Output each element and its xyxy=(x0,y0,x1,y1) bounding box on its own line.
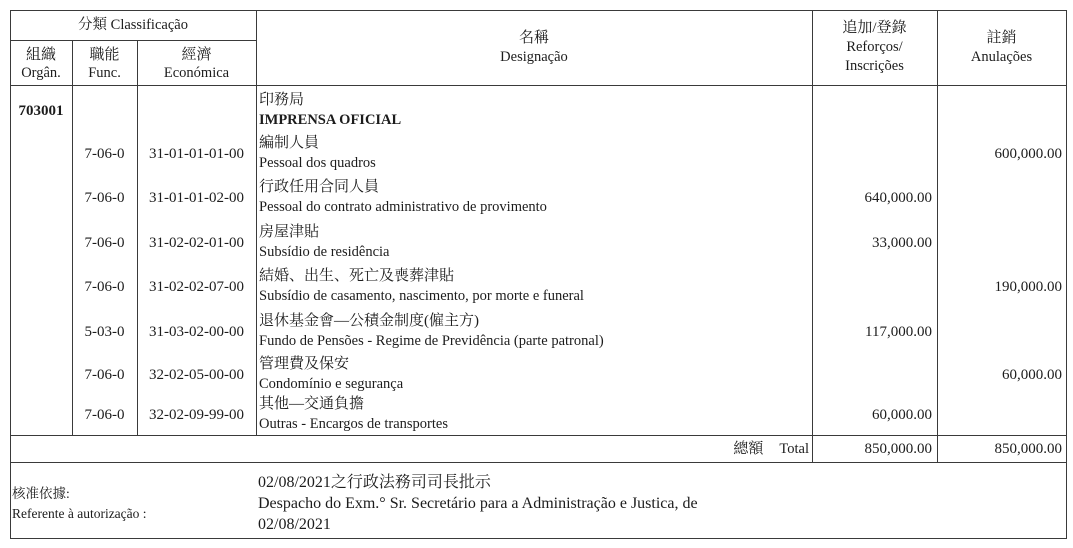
cancellation-header-zh: 註銷 xyxy=(986,30,1017,46)
economic-code: 32-02-09-99-00 xyxy=(149,407,244,423)
cancellation-header-pt: Anulações xyxy=(970,49,1033,65)
func-header-zh: 職能 xyxy=(89,47,120,63)
econ-header xyxy=(137,46,256,82)
cancellation-amount xyxy=(937,233,1062,253)
budget-row xyxy=(0,133,1073,173)
organ-name-zh: 印務局 xyxy=(259,92,305,108)
reinforcement-amount xyxy=(812,277,932,297)
designation xyxy=(259,266,809,306)
function-code: 7-06-0 xyxy=(84,279,125,295)
cancellation-amount xyxy=(937,188,1062,208)
authorization-label-pt: Referente à autorização : xyxy=(12,506,147,521)
function-code: 7-06-0 xyxy=(84,190,125,206)
function-code: 5-03-0 xyxy=(84,324,125,340)
reinforcement-amount: 117,000.00 xyxy=(865,324,932,340)
designation xyxy=(259,394,809,434)
cancellation-amount: 600,000.00 xyxy=(994,146,1062,162)
designation-zh: 結婚、出生、死亡及喪葬津貼 xyxy=(259,268,455,284)
total-label-zh: 總額 xyxy=(733,441,764,457)
total-reinforcement: 850,000.00 xyxy=(864,441,932,457)
organ-header-pt: Orgân. xyxy=(21,65,61,81)
economic-code: 31-02-02-07-00 xyxy=(149,279,244,295)
designation-pt: Fundo de Pensões - Regime de Previdência (parte patronal) xyxy=(259,333,604,349)
econ-header-pt: Económica xyxy=(163,65,230,81)
reinforcement-header-pt-1: Reforços/ xyxy=(846,39,903,55)
function-code: 7-06-0 xyxy=(84,146,125,162)
organ-name xyxy=(259,90,809,130)
classification-header: 分類 Classificação xyxy=(78,17,188,33)
budget-row xyxy=(0,394,1073,434)
func-header xyxy=(72,46,137,82)
designation-pt: Pessoal do contrato administrativo de provimento xyxy=(259,199,547,215)
economic-code: 31-03-02-00-00 xyxy=(149,324,244,340)
designation-header xyxy=(256,29,812,67)
economic-code: 31-02-02-01-00 xyxy=(149,235,244,251)
designation-zh: 管理費及保安 xyxy=(259,356,350,372)
authorization-label xyxy=(12,484,147,524)
cancellation-amount: 60,000.00 xyxy=(1002,367,1062,383)
designation xyxy=(259,133,809,173)
designation-pt: Outras - Encargos de transportes xyxy=(259,416,448,432)
func-header-pt: Func. xyxy=(88,65,121,81)
organ-header-zh: 組織 xyxy=(25,47,56,63)
budget-row xyxy=(0,354,1073,394)
cancellation-amount xyxy=(937,405,1062,425)
reinforcement-amount: 33,000.00 xyxy=(872,235,932,251)
budget-row xyxy=(0,177,1073,217)
authorization-line-3: 02/08/2021 xyxy=(258,516,331,533)
reinforcement-amount xyxy=(812,365,932,385)
grid-line-classification xyxy=(10,40,257,41)
cancellation-header xyxy=(937,29,1066,67)
designation-zh: 退休基金會—公積金制度(僱主方) xyxy=(259,313,479,329)
grid-line-header-bottom xyxy=(10,85,1067,86)
budget-row xyxy=(0,222,1073,262)
designation-pt: Subsídio de casamento, nascimento, por morte e funeral xyxy=(259,288,584,304)
organ-header xyxy=(10,46,72,82)
reinforcement-header xyxy=(812,19,937,76)
designation-header-pt: Designação xyxy=(500,49,568,65)
designation xyxy=(259,311,809,351)
designation-header-zh: 名稱 xyxy=(518,30,549,46)
designation-pt: Condomínio e segurança xyxy=(259,376,404,392)
designation-zh: 行政任用合同人員 xyxy=(259,179,380,195)
total-label xyxy=(256,436,809,462)
cancellation-amount: 190,000.00 xyxy=(994,279,1062,295)
reinforcement-amount xyxy=(812,144,932,164)
budget-row xyxy=(0,266,1073,306)
function-code: 7-06-0 xyxy=(84,235,125,251)
function-code: 7-06-0 xyxy=(84,407,125,423)
designation xyxy=(259,177,809,217)
reinforcement-amount: 60,000.00 xyxy=(872,407,932,423)
organ-name-pt: IMPRENSA OFICIAL xyxy=(259,112,402,128)
economic-code: 31-01-01-01-00 xyxy=(149,146,244,162)
designation-zh: 房屋津貼 xyxy=(259,224,320,240)
econ-header-zh: 經濟 xyxy=(181,47,212,63)
reinforcement-header-pt-2: Inscrições xyxy=(845,58,904,74)
authorization-line-1: 02/08/2021之行政法務司司長批示 xyxy=(258,474,491,491)
cancellation-amount xyxy=(937,322,1062,342)
function-code: 7-06-0 xyxy=(84,367,125,383)
designation-zh: 編制人員 xyxy=(259,135,320,151)
designation xyxy=(259,222,809,262)
designation-pt: Subsídio de residência xyxy=(259,244,390,260)
grid-line-total-bottom xyxy=(10,462,1067,463)
designation-zh: 其他—交通負擔 xyxy=(259,396,365,412)
designation-pt: Pessoal dos quadros xyxy=(259,155,376,171)
reinforcement-header-zh: 追加/登錄 xyxy=(842,20,907,36)
designation xyxy=(259,354,809,394)
total-label-pt: Total xyxy=(779,441,809,457)
authorization-text xyxy=(258,472,698,535)
authorization-line-2: Despacho do Exm.° Sr. Secretário para a Administração e Justica, de xyxy=(258,495,698,512)
grid-line-bottom xyxy=(10,538,1067,539)
economic-code: 32-02-05-00-00 xyxy=(149,367,244,383)
budget-row xyxy=(0,311,1073,351)
organ-code: 703001 xyxy=(18,103,64,119)
reinforcement-amount: 640,000.00 xyxy=(864,190,932,206)
authorization-label-zh: 核准依據: xyxy=(12,486,70,501)
organ-row xyxy=(0,90,1073,130)
total-cancellation: 850,000.00 xyxy=(994,441,1062,457)
economic-code: 31-01-01-02-00 xyxy=(149,190,244,206)
